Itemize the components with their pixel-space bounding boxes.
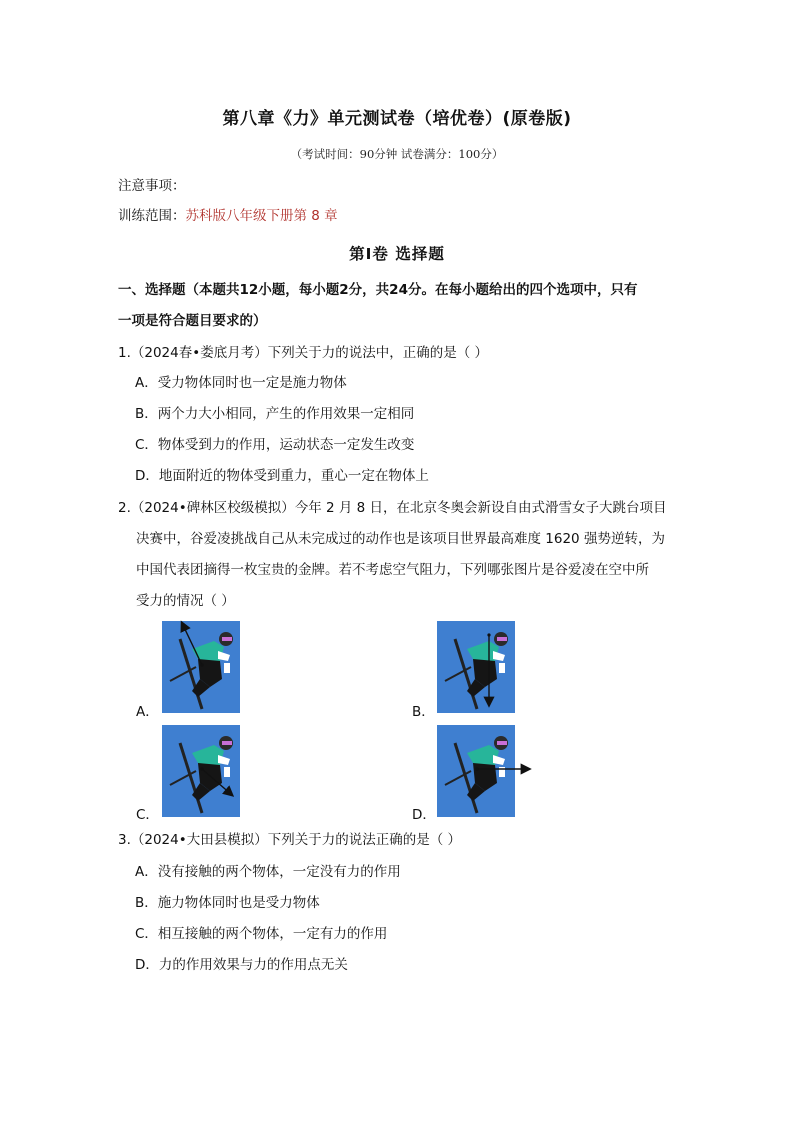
figure-d-label: D． [412,807,436,823]
question-1-stem: 1.（2024春•娄底月考）下列关于力的说法中，正确的是（ ） [118,345,488,361]
figure-c-label: C． [136,807,159,823]
question-1-option-d: D．地面附近的物体受到重力，重心一定在物体上 [135,468,429,484]
section-instruction-line2: 一项是符合题目要求的） [118,313,267,329]
question-2-stem-line4: 受力的情况（ ） [136,593,235,609]
skier-figure [162,725,262,817]
figure-a[interactable] [162,621,240,713]
figure-c[interactable] [162,725,240,817]
figure-d[interactable] [437,725,515,817]
skier-figure [437,725,537,817]
question-1-option-c: C．物体受到力的作用，运动状态一定发生改变 [135,437,415,453]
question-3-stem: 3.（2024•大田县模拟）下列关于力的说法正确的是（ ） [118,832,461,848]
training-range [118,206,338,226]
question-1-option-b: B．两个力大小相同，产生的作用效果一定相同 [135,406,415,422]
notice-label: 注意事项： [118,178,186,194]
question-1-option-a: A．受力物体同时也一定是施力物体 [135,375,347,391]
figure-b-label: B． [412,704,435,720]
range-label: 训练范围： [118,208,186,224]
question-2-stem-line3: 中国代表团摘得一枚宝贵的金牌。若不考虑空气阻力，下列哪张图片是谷爱凌在空中所 [136,562,649,578]
exam-info: （考试时间：90分钟 试卷满分：100分） [290,147,504,161]
skier-figure [437,621,537,713]
figure-b[interactable] [437,621,515,713]
section-instruction-line1: 一、选择题（本题共12小题，每小题2分，共24分。在每小题给出的四个选项中，只有 [118,282,638,298]
figure-a-label: A． [136,704,159,720]
question-3-option-a: A．没有接触的两个物体，一定没有力的作用 [135,864,401,880]
question-2-stem-line1: 2.（2024•碑林区校级模拟）今年 2 月 8 日，在北京冬奥会新设自由式滑雪女子大跳台项目 [118,500,667,516]
question-2-stem-line2: 决赛中，谷爱凌挑战自己从未完成过的动作也是该项目世界最高难度 1620 强势逆转，为 [136,531,665,547]
section-title: 第Ⅰ卷 选择题 [349,245,445,263]
question-3-option-b: B．施力物体同时也是受力物体 [135,895,320,911]
skier-figure [162,621,262,713]
question-3-option-c: C．相互接触的两个物体，一定有力的作用 [135,926,388,942]
range-value: 苏科版八年级下册第 8 章 [185,208,338,224]
page-title: 第八章《力》单元测试卷（培优卷）(原卷版) [222,109,572,129]
question-3-option-d: D．力的作用效果与力的作用点无关 [135,957,348,973]
